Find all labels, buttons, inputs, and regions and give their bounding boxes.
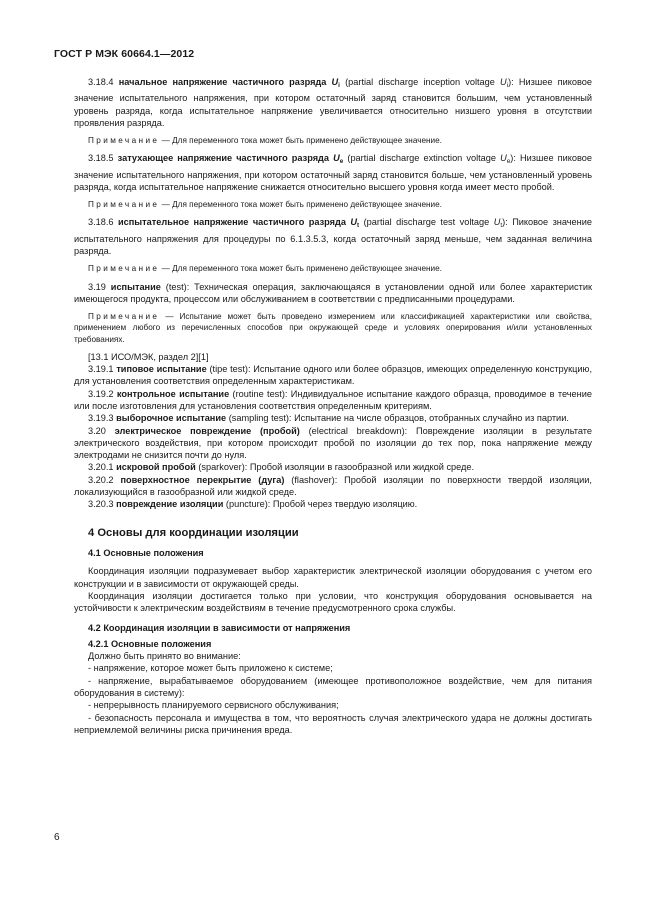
clause-text: Индивидуальное испытание каждого образца, проводимое в течение или после изготовления для установления соответствия определенным критериям. xyxy=(74,388,592,411)
list-item: - напряжение, которое может быть приложено к системе; xyxy=(88,663,333,674)
clause-3-19-1 xyxy=(74,363,592,388)
symbol-inline: U xyxy=(493,217,501,228)
clause-text: Низшее пиковое значение испытательного напряжения, при котором остаточный заряд становится больше, чем установленный уровень разряда, когда испытательное напряжение снижается относительно высшего уровня когда имеет место пробой. xyxy=(74,153,593,192)
clause-text: Повреждение изоляции в результате электрического воздействия, при котором происходит пробой по изоляции до тех пор, пока напряжение между электродами не снизится почти до нуля. xyxy=(74,425,592,461)
document-body xyxy=(74,76,592,736)
clause-term: испытательное напряжение частичного разряда xyxy=(117,217,346,228)
clause-text: Пробой изоляции по поверхности твердой изоляции, локализующийся в газообразной или жидкой среде. xyxy=(74,474,592,498)
clause-english-term: (sparkover): xyxy=(198,462,248,473)
note xyxy=(74,263,592,274)
clause-term: искровой пробой xyxy=(116,462,196,473)
subsection-heading: 4.2 Координация изоляции в зависимости от напряжения xyxy=(88,623,351,634)
clause-3-20-1 xyxy=(74,461,592,473)
reference: [13.1 ИСО/МЭК, раздел 2][1] xyxy=(88,351,209,362)
list-item: - безопасность персонала и имущества в том, что вероятность случая электрического удара не должны достигать неприемлемой величины риска причинения вреда. xyxy=(74,712,592,735)
clause-english-term: (flashover): xyxy=(291,474,338,485)
note xyxy=(74,199,592,210)
clause-term: затухающее напряжение частичного разряда xyxy=(117,153,329,164)
symbol-inline: U xyxy=(500,153,507,164)
note-text: — Для переменного тока может быть применено действующее значение. xyxy=(161,136,442,146)
clause-number: 3.20.2 xyxy=(88,474,114,485)
clause-text: Пробой изоляции в газообразной или жидкой среде. xyxy=(249,462,475,473)
clause-3-20 xyxy=(74,425,592,462)
clause-english-term: (sampling test): xyxy=(228,413,292,424)
note-label: Примечание xyxy=(88,312,160,322)
symbol-inline-subscript: e xyxy=(506,158,511,166)
note xyxy=(74,135,592,146)
symbol: U xyxy=(350,217,358,228)
symbol-inline: U xyxy=(500,77,507,87)
clause-english-close: ): xyxy=(508,77,514,87)
paragraph: Координация изоляции подразумевает выбор характеристик электрической изоляции оборудования с учетом его конструкции и в зависимости от окружающей среды. xyxy=(74,566,592,589)
clause-number: 3.18.6 xyxy=(88,217,114,228)
note-text: — Испытание может быть проведено измерением или классификацией характеристики или свойства, применением любого из перечисленных способов при окружающей среде и условиях оперирования и/или установленных требованиях. xyxy=(74,312,592,344)
clause-english-close: ): xyxy=(502,217,508,228)
clause-text: Испытание на числе образцов, отобранных случайно из партии. xyxy=(294,413,569,424)
clause-number: 3.18.5 xyxy=(88,153,114,164)
clause-term: выборочное испытание xyxy=(116,413,227,424)
clause-3-19-3 xyxy=(74,412,592,424)
clause-term: повреждение изоляции xyxy=(116,499,224,510)
note-label: Примечание xyxy=(88,136,160,146)
note-text: — Для переменного тока может быть применено действующее значение. xyxy=(161,264,442,274)
symbol-inline-subscript: t xyxy=(500,222,503,230)
clause-3-19-2 xyxy=(74,388,592,413)
clause-english-term: (electrical breakdown): xyxy=(308,425,408,436)
clause-term: начальное напряжение частичного разряда xyxy=(118,77,327,87)
clause-english-term: (partial discharge extinction voltage xyxy=(347,153,496,164)
page-number: 6 xyxy=(54,832,60,843)
clause-term: электрическое повреждение (пробой) xyxy=(114,425,300,436)
note-text: — Для переменного тока может быть применено действующее значение. xyxy=(161,200,442,210)
symbol-inline-subscript: i xyxy=(506,82,509,89)
list-item: - непрерывность планируемого сервисного обслуживания; xyxy=(88,700,339,711)
clause-term: типовое испытание xyxy=(116,364,207,375)
section-heading: 4 Основы для координации изоляции xyxy=(88,526,299,539)
paragraph: Координация изоляции достигается только при условии, что конструкция оборудования основывается на устойчивости к электрическим воздействиям в течение предусмотренного срока службы. xyxy=(74,590,592,614)
clause-3-20-3 xyxy=(74,498,592,510)
clause-english-close: ): xyxy=(510,153,516,164)
clause-english-term: (puncture): xyxy=(225,499,271,510)
clause-english-term: (tipe test): xyxy=(209,364,251,375)
clause-number: 3.19.1 xyxy=(88,364,114,375)
clause-3-18-5 xyxy=(74,152,592,193)
subsection-heading: 4.2.1 Основные положения xyxy=(88,638,212,649)
note-label: Примечание xyxy=(88,264,160,274)
paragraph: Должно быть принято во внимание: xyxy=(88,651,241,662)
clause-term: контрольное испытание xyxy=(116,388,230,399)
note xyxy=(74,311,592,345)
clause-english-term: (test): xyxy=(165,281,190,292)
list-item: - напряжение, вырабатываемое оборудованием (имеющее противоположное воздействие, чем для питания оборудования в систему): xyxy=(74,675,592,698)
symbol: U xyxy=(331,77,339,87)
symbol-subscript: i xyxy=(338,82,340,89)
clause-3-20-2 xyxy=(74,474,592,499)
symbol-subscript: e xyxy=(339,158,344,166)
clause-number: 3.20.1 xyxy=(88,462,114,473)
clause-text: Низшее пиковое значение испытательного напряжения, при котором остаточный заряд становится большим, чем установленный уровень разряда, когда испытательное напряжение увеличивается относительно низшего уровня в отсутствии проявления разряда. xyxy=(74,77,592,128)
clause-3-18-6 xyxy=(74,216,592,257)
clause-english-term: (routine test): xyxy=(232,388,288,399)
clause-english-term: (partial discharge inception voltage xyxy=(345,77,495,87)
clause-text: Испытание одного или более образцов, имеющих определенную конструкцию, для установления соответствия определенным характеристикам. xyxy=(74,364,592,387)
clause-text: Пиковое значение испытательного напряжения для процедуры по 6.1.3.5.3, когда остаточный заряд меньше, чем заданная величина разряда. xyxy=(74,217,592,257)
note-label: Примечание xyxy=(88,200,160,210)
clause-number: 3.19.3 xyxy=(88,413,114,424)
clause-number: 3.19 xyxy=(88,281,106,292)
clause-number: 3.18.4 xyxy=(88,77,114,87)
clause-3-18-4 xyxy=(74,76,592,129)
clause-number: 3.19.2 xyxy=(88,388,114,399)
clause-number: 3.20 xyxy=(88,425,106,436)
clause-term: поверхностное перекрытие (дуга) xyxy=(120,474,285,485)
clause-english-term: (partial discharge test voltage xyxy=(363,217,490,228)
subsection-heading: 4.1 Основные положения xyxy=(88,547,204,558)
clause-text: Пробой через твердую изоляцию. xyxy=(272,499,418,510)
symbol-subscript: t xyxy=(357,222,360,230)
symbol: U xyxy=(333,153,340,164)
clause-text: Техническая операция, заключающаяся в установлении одной или более характеристик имеющегося продукта, процессом или обслуживанием в соответствии с предписанными процедурами. xyxy=(74,281,592,304)
document-header: ГОСТ Р МЭК 60664.1—2012 xyxy=(54,48,195,60)
clause-3-19 xyxy=(74,281,592,306)
clause-number: 3.20.3 xyxy=(88,499,114,510)
clause-term: испытание xyxy=(110,281,161,292)
